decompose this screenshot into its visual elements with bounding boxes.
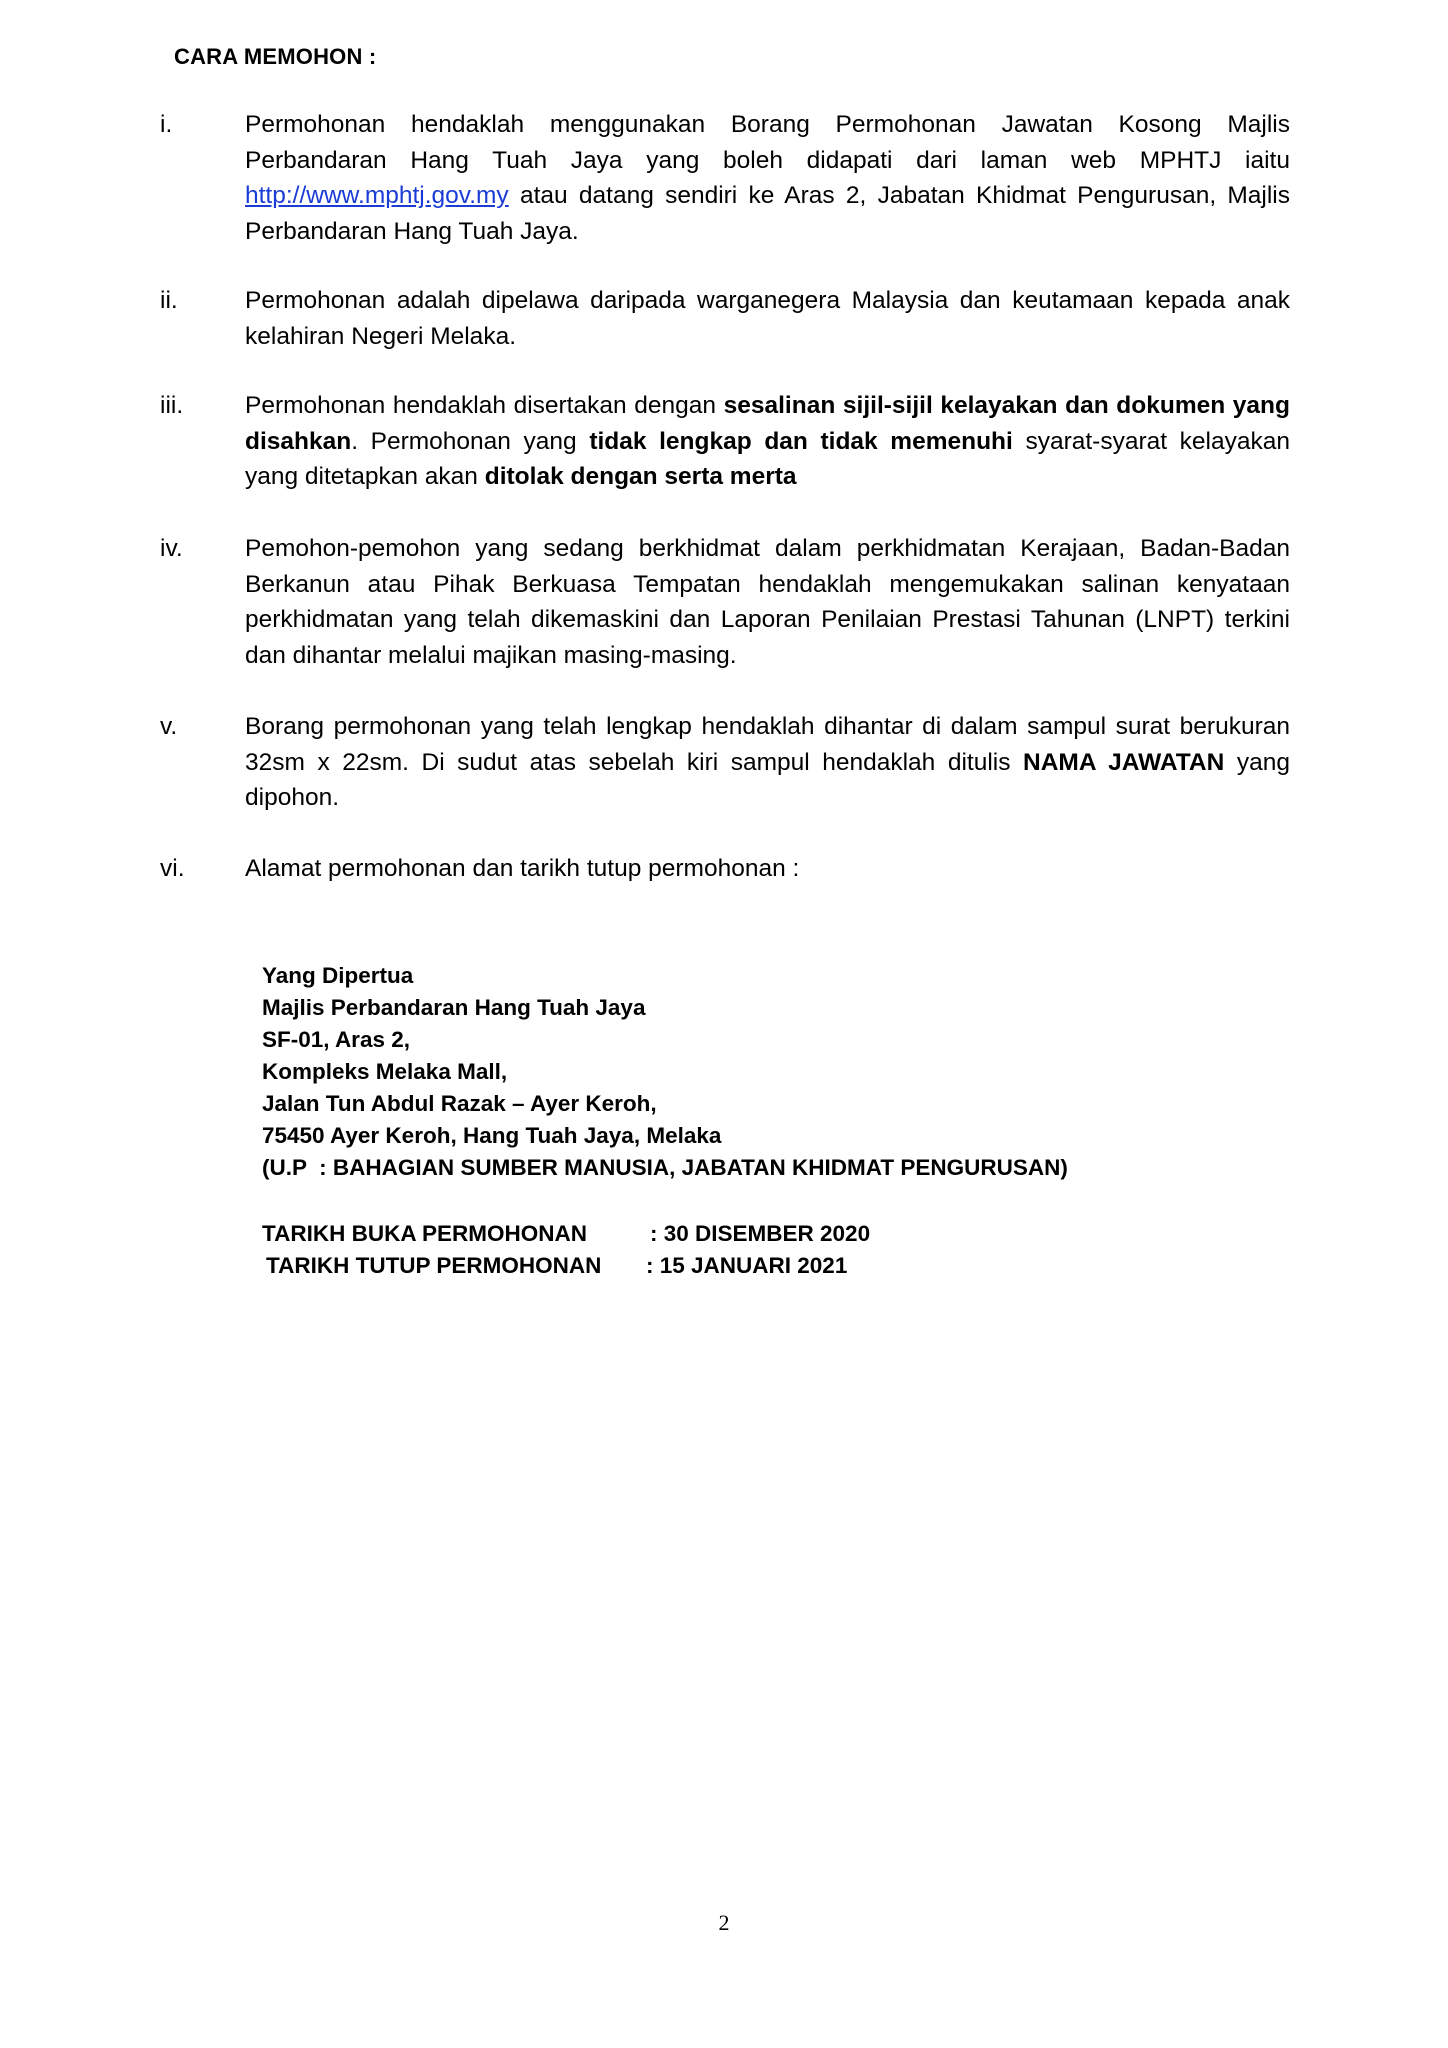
list-item-iv bbox=[160, 531, 1290, 673]
list-item-text: Permohonan adalah dipelawa daripada warganegera Malaysia dan keutamaan kepada anak kelahiran Negeri Melaka. bbox=[245, 287, 1290, 350]
list-item-text: Borang permohonan yang telah lengkap hendaklah dihantar di dalam sampul surat berukuran 32sm x 22sm. Di sudut atas sebelah kiri sampul hendaklah ditulis NAMA JAWATAN yang dipohon. bbox=[245, 713, 1290, 811]
application-dates bbox=[262, 1218, 870, 1282]
mphtj-website-link[interactable]: http://www.mphtj.gov.my bbox=[245, 182, 509, 209]
mailing-address bbox=[262, 960, 1068, 1184]
close-date-row bbox=[262, 1250, 870, 1282]
list-item-text: Alamat permohonan dan tarikh tutup permohonan : bbox=[245, 855, 800, 882]
list-item-iii bbox=[160, 388, 1290, 495]
list-item-v bbox=[160, 709, 1290, 816]
open-date-label: TARIKH BUKA PERMOHONAN bbox=[262, 1221, 587, 1246]
list-item-number: iii. bbox=[160, 392, 184, 419]
list-item-text: Permohonan hendaklah menggunakan Borang Permohonan Jawatan Kosong Majlis Perbandaran Hang Tuah Jaya yang boleh didapati dari laman web MPHTJ iaitu http://www.mphtj.gov.my atau datang sendiri ke Aras 2, Jabatan Khidmat Pengurusan, Majlis Perbandaran Hang Tuah Jaya. bbox=[245, 111, 1290, 245]
list-item-number: ii. bbox=[160, 287, 178, 314]
list-item-text: Permohonan hendaklah disertakan dengan sesalinan sijil-sijil kelayakan dan dokumen yang disahkan. Permohonan yang tidak lengkap dan tidak memenuhi syarat-syarat kelayakan yang ditetapkan akan ditolak dengan serta merta bbox=[245, 392, 1290, 490]
list-item-number: vi. bbox=[160, 855, 185, 882]
list-item-number: i. bbox=[160, 111, 173, 138]
page-number: 2 bbox=[718, 1910, 730, 1935]
list-item-number: iv. bbox=[160, 535, 183, 562]
address-line: (U.P : BAHAGIAN SUMBER MANUSIA, JABATAN KHIDMAT PENGURUSAN) bbox=[262, 1155, 1068, 1180]
list-item-vi bbox=[160, 851, 1290, 887]
list-item-i bbox=[160, 107, 1290, 249]
open-date-value: : 30 DISEMBER 2020 bbox=[650, 1221, 871, 1246]
address-line: 75450 Ayer Keroh, Hang Tuah Jaya, Melaka bbox=[262, 1123, 722, 1148]
list-item-number: v. bbox=[160, 713, 178, 740]
close-date-label: TARIKH TUTUP PERMOHONAN bbox=[266, 1253, 602, 1278]
section-heading: CARA MEMOHON : bbox=[174, 44, 377, 69]
list-item-text: Pemohon-pemohon yang sedang berkhidmat dalam perkhidmatan Kerajaan, Badan-Badan Berkanun atau Pihak Berkuasa Tempatan hendaklah mengemukakan salinan kenyataan perkhidmatan yang telah dikemaskini dan Laporan Penilaian Prestasi Tahunan (LNPT) terkini dan dihantar melalui majikan masing-masing. bbox=[245, 535, 1290, 669]
address-line: Jalan Tun Abdul Razak – Ayer Keroh, bbox=[262, 1091, 657, 1116]
open-date-row bbox=[262, 1218, 870, 1250]
address-line: Yang Dipertua bbox=[262, 963, 414, 988]
address-line: Kompleks Melaka Mall, bbox=[262, 1059, 508, 1084]
address-line: Majlis Perbandaran Hang Tuah Jaya bbox=[262, 995, 646, 1020]
list-item-ii bbox=[160, 283, 1290, 354]
address-line: SF-01, Aras 2, bbox=[262, 1027, 410, 1052]
close-date-value: : 15 JANUARI 2021 bbox=[646, 1253, 848, 1278]
